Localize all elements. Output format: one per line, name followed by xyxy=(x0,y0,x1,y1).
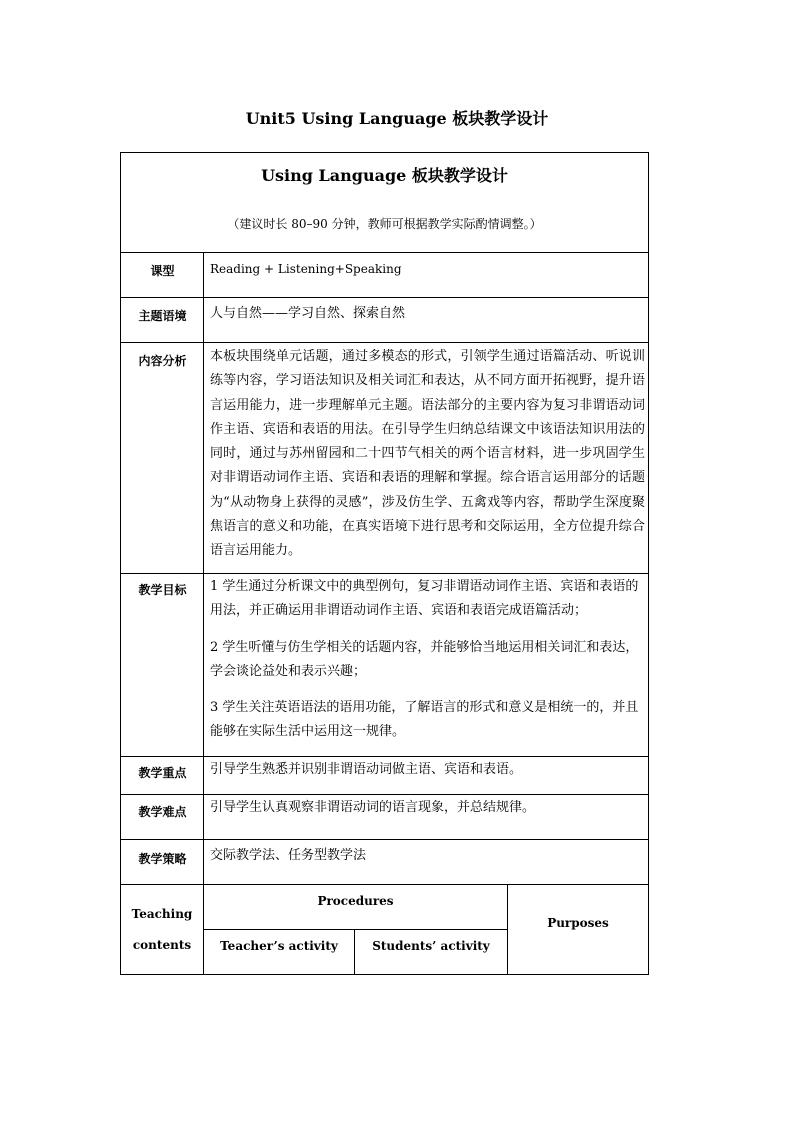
lesson-type-value: Reading + Listening+Speaking xyxy=(210,262,402,276)
content-analysis-text: 本板块围绕单元话题，通过多模态的形式，引领学生通过语篇活动、听说训练等内容，学习语法知识及相关词汇和表达，从不同方面开拓视野，提升语言运用能力，进一步理解单元主题。语法部分的主要内容为复习非谓语动词作主语、宾语和表语的用法。在引导学生归纳总结课文中该语法知识用法的同时，通过与苏州留园和二十四节气相关的两个语言材料，进一步巩固学生对非谓语动词作主语、宾语和表语的理解和掌握。综合语言运用部分的话题为“从动物身上获得的灵感”，涉及仿生学、五禽戏等内容，帮助学生深度聚焦语言的意义和功能，在真实语境下进行思考和交际运用，全方位提升综合语言运用能力。 xyxy=(210,349,645,559)
teacher-activity-header: Teacher’s activity xyxy=(220,939,338,953)
teaching-goal-1: 1 学生通过分析课文中的典型例句，复习非谓语动词作主语、宾语和表语的用法，并正确运用非谓语动词作主语、宾语和表语完成语篇活动； xyxy=(210,579,639,619)
row-divider xyxy=(121,794,648,795)
document-title: Unit5 Using Language 板块教学设计 xyxy=(245,109,549,128)
teaching-goal-3: 3 学生关注英语语法的语用功能，了解语言的形式和意义是相统一的，并且能够在实际生活中运用这一规律。 xyxy=(210,700,639,740)
label-key-points: 教学重点 xyxy=(138,766,187,780)
teaching-strategy-value: 交际教学法、任务型教学法 xyxy=(210,848,367,863)
teaching-contents-header: Teaching contents xyxy=(131,907,193,952)
row-divider xyxy=(121,573,648,574)
row-divider xyxy=(121,756,648,757)
table-title: Using Language 板块教学设计 xyxy=(261,166,508,185)
label-content-analysis: 内容分析 xyxy=(138,354,187,368)
row-divider xyxy=(121,342,648,343)
label-difficult-points: 教学难点 xyxy=(138,805,187,819)
procedures-header: Procedures xyxy=(317,894,394,908)
row-divider xyxy=(121,839,648,840)
procedures-divider xyxy=(203,929,507,930)
key-points-value: 引导学生熟悉并识别非谓语动词做主语、宾语和表语。 xyxy=(210,762,523,777)
purposes-header: Purposes xyxy=(547,916,609,930)
label-lesson-type: 课型 xyxy=(150,264,175,278)
teaching-goal-2: 2 学生听懂与仿生学相关的话题内容，并能够恰当地运用相关词汇和表达，学会谈论益处和表示兴趣； xyxy=(210,640,639,680)
label-teaching-strategy: 教学策略 xyxy=(138,852,187,866)
lesson-plan-table xyxy=(120,152,649,975)
difficult-points-value: 引导学生认真观察非谓语动词的语言现象，并总结规律。 xyxy=(210,800,536,815)
students-activity-header: Students’ activity xyxy=(372,939,490,953)
table-note: （建议时长 80–90 分钟，教师可根据教学实际酌情调整。） xyxy=(227,217,542,231)
theme-context-value: 人与自然——学习自然、探索自然 xyxy=(210,306,406,321)
row-divider xyxy=(121,884,648,885)
row-divider xyxy=(121,252,648,253)
label-theme-context: 主题语境 xyxy=(138,309,187,323)
row-divider xyxy=(121,297,648,298)
label-teaching-goals: 教学目标 xyxy=(138,583,187,597)
